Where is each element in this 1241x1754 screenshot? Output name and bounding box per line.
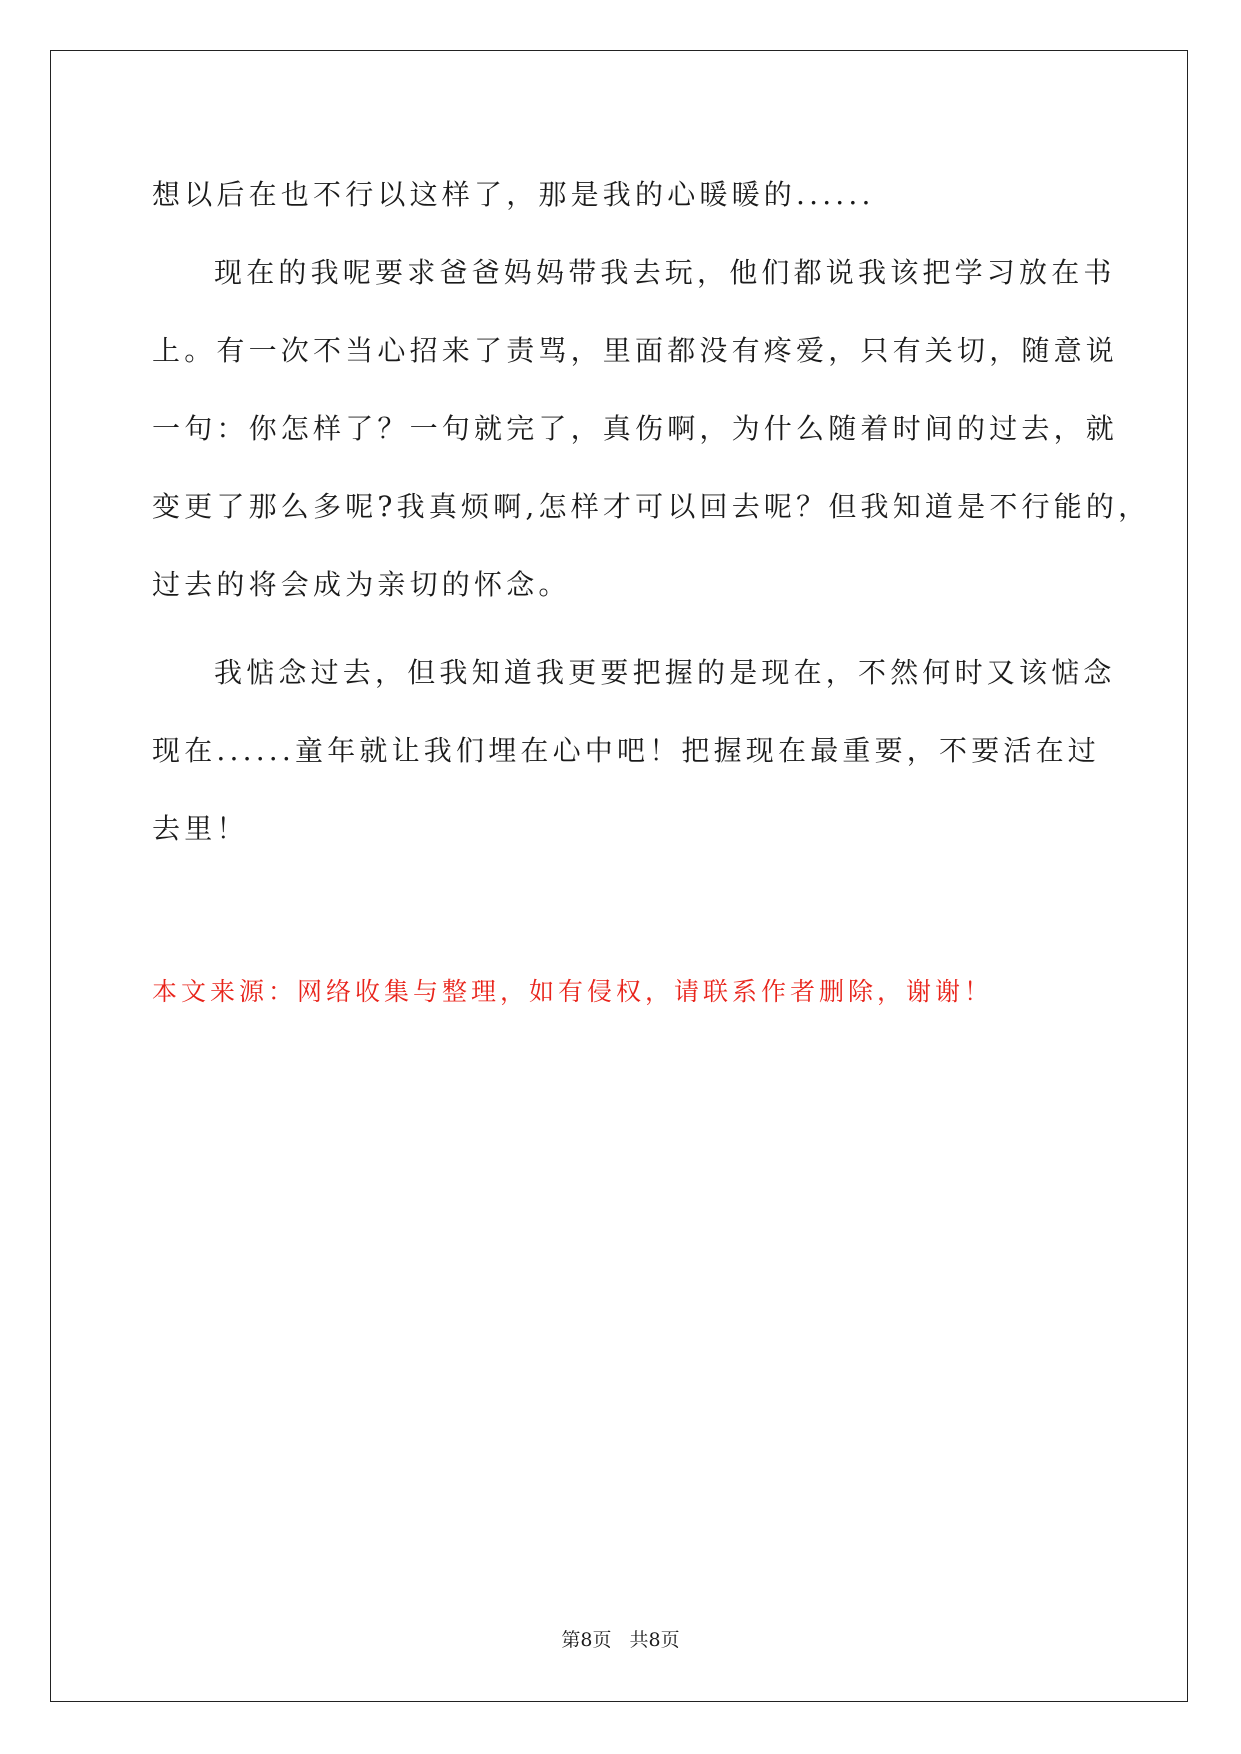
page-number: 第8页 <box>561 1629 612 1651</box>
body-line: 现在的我呢要求爸爸妈妈带我去玩，他们都说我该把学习放在书 <box>214 256 1116 289</box>
body-line: 去里！ <box>152 812 249 845</box>
body-line: 我惦念过去，但我知道我更要把握的是现在，不然何时又该惦念 <box>214 656 1116 689</box>
body-line: 想以后在也不行以这样了，那是我的心暖暖的...... <box>152 178 875 211</box>
body-line: 一句：你怎样了？一句就完了，真伤啊，为什么随着时间的过去，就 <box>152 412 1119 445</box>
page-footer <box>0 1627 1241 1653</box>
body-line: 现在......童年就让我们埋在心中吧！把握现在最重要，不要活在过 <box>152 734 1101 767</box>
body-line: 过去的将会成为亲切的怀念。 <box>152 568 571 601</box>
body-line: 上。有一次不当心招来了责骂，里面都没有疼爱，只有关切，随意说 <box>152 334 1119 367</box>
source-note: 本文来源：网络收集与整理，如有侵权，请联系作者删除，谢谢！ <box>152 977 994 1006</box>
page-total: 共8页 <box>629 1629 680 1651</box>
page-border <box>50 50 1188 1702</box>
body-line: 变更了那么多呢?我真烦啊,怎样才可以回去呢？但我知道是不行能的， <box>152 490 1151 523</box>
